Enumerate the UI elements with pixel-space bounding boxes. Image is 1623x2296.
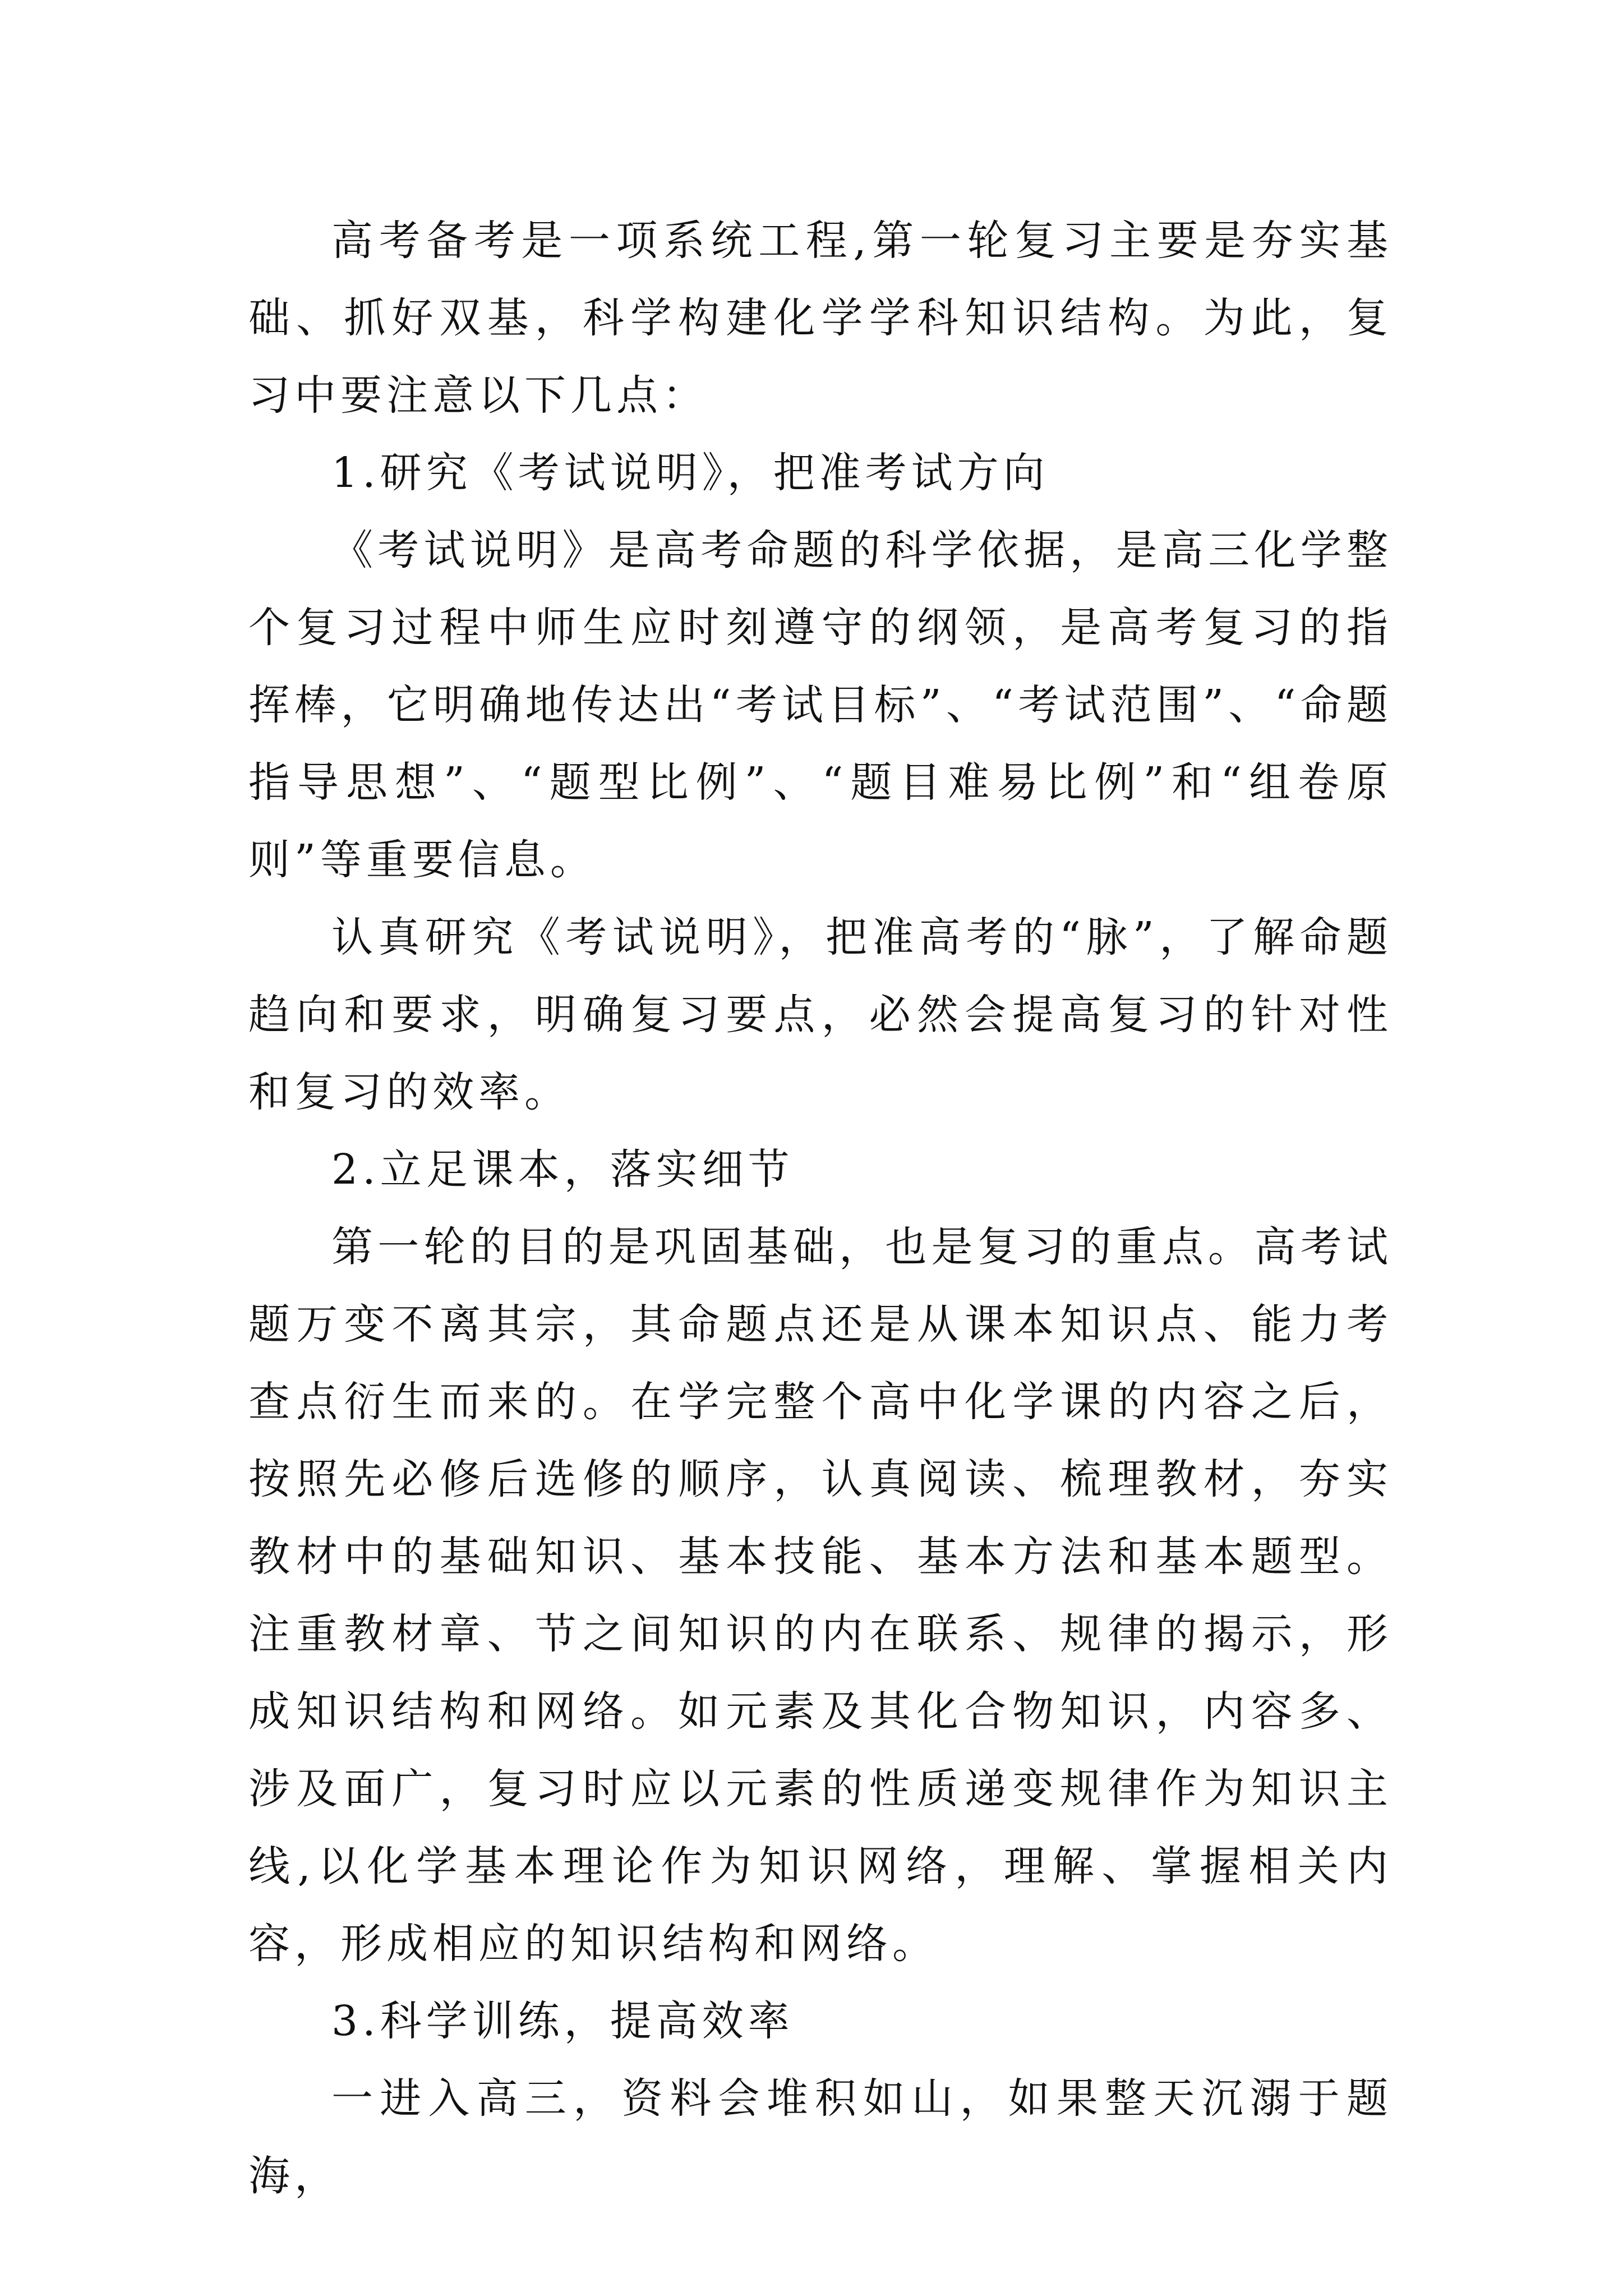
section-heading-2: 2.立足课本，落实细节 bbox=[331, 1145, 794, 1194]
section-3-paragraph-1: 一进入高三，资料会堆积如山，如果整天沉溺于题海， bbox=[248, 2074, 1393, 2200]
section-2-paragraph-1: 第一轮的目的是巩固基础，也是复习的重点。高考试题万变不离其宗，其命题点还是从课本知识点、能力考查点衍生而来的。在学完整个高中化学课的内容之后，按照先必修后选修的顺序，认真阅读、梳理教材，夯实教材中的基础知识、基本技能、基本方法和基本题型。注重教材章、节之间知识的内在联系、规律的揭示，形成知识结构和网络。如元素及其化合物知识，内容多、涉及面广，复习时应以元素的性质递变规律作为知识主线,以化学基本理论作为知识网络，理解、掌握相关内容，形成相应的知识结构和网络。 bbox=[248, 1223, 1393, 1968]
section-heading-3: 3.科学训练，提高效率 bbox=[331, 1997, 794, 2045]
section-heading-1: 1.研究《考试说明》，把准考试方向 bbox=[331, 449, 1049, 497]
intro-paragraph: 高考备考是一项系统工程,第一轮复习主要是夯实基础、抓好双基，科学构建化学学科知识结构。为此，复习中要注意以下几点： bbox=[248, 217, 1393, 420]
document-body bbox=[248, 202, 1393, 2215]
section-1-paragraph-2: 认真研究《考试说明》，把准高考的“脉”，了解命题趋向和要求，明确复习要点，必然会提高复习的针对性和复习的效率。 bbox=[248, 913, 1393, 1116]
section-1-paragraph-1: 《考试说明》是高考命题的科学依据，是高三化学整个复习过程中师生应时刻遵守的纲领，是高考复习的指挥棒，它明确地传达出“考试目标”、“考试范围”、“命题指导思想”、“题型比例”、“题目难易比例”和“组卷原则”等重要信息。 bbox=[248, 526, 1393, 884]
